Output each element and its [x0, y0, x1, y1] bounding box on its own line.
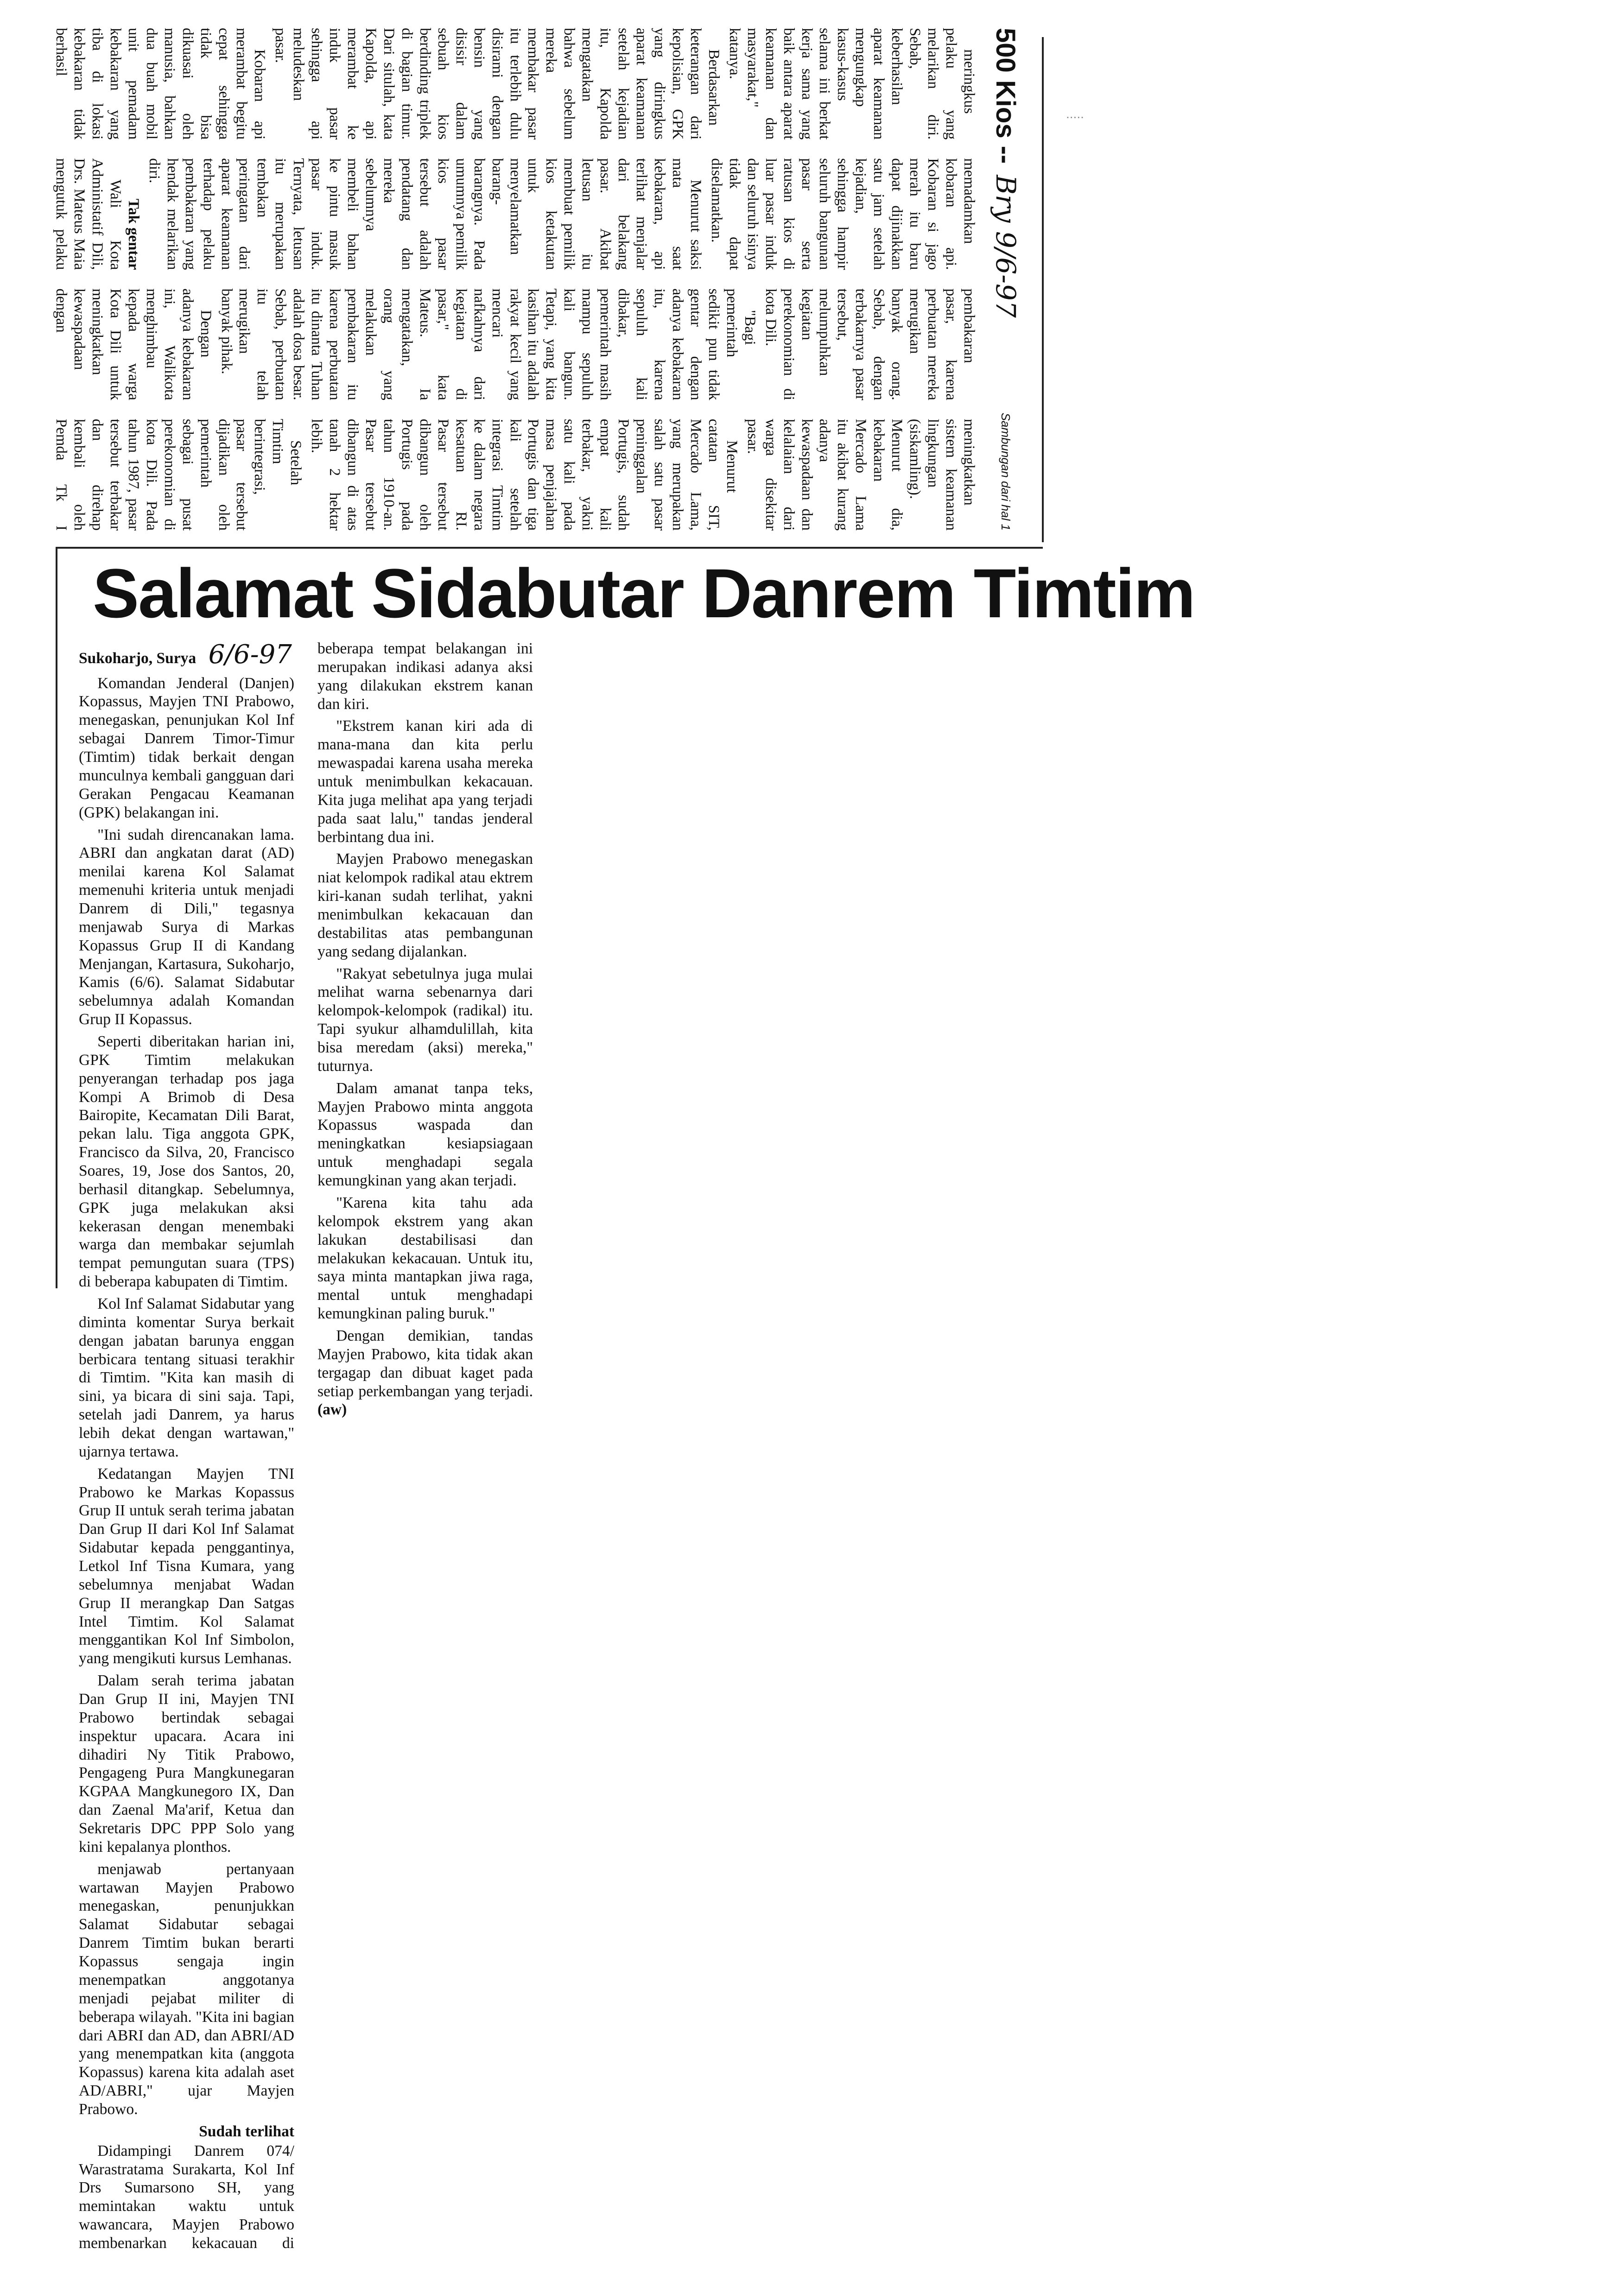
- paragraph: "Ini sudah direncanakan lama. ABRI dan angkatan darat (AD) menilai karena Kol Salamat memenuhi kriteria untuk menjadi Danrem di Dili," tegasnya menjawab Surya di Markas Kopassus Grup II di Kandang Menjangan, Kartasura, Sukoharjo, Kamis (6/6). Salamat Sidabutar sebelumnya adalah Komandan Grup II Kopassus.: [79, 826, 294, 1028]
- dateline: Sukoharjo, Surya: [79, 650, 197, 667]
- paragraph: Wali Kota Administatif Dili, Drs. Mateus Maia mengutuk pelaku pembakaran pasar, karena perbuatan mereka merugikan banyak orang. Sebab, dengan terbakarnya pasar tersebut, melumpuhkan kegiatan perekonomian di kota Dili.: [53, 158, 977, 400]
- continuation-rotated: [28, 19, 1029, 540]
- paragraph: Setelah Timtim berintegrasi, pasar tersebut dijadikan oleh pemerintah sebagai pusat perekonomian di kota Dili. Pada tahun 1987, pasar tersebut terbakar dan direhap kembali oleh Pemda Tk I: [53, 418, 304, 531]
- paragraph: "Rakyat sebetulnya juga mulai melihat warna sebenarnya dari kelompok-kelompok (radikal) itu. Tapi syukur alhamdulillah, kita bisa meredam (aksi) mereka," tuturnya.: [317, 965, 533, 1075]
- subheading: Tak gentar: [125, 198, 142, 270]
- paragraph: menjawab pertanyaan wartawan Mayjen Prabowo menegaskan, penunjukkan Salamat Sidabutar sebagai Danrem Timtim bukan berarti Kopassus sengaja ingin menempatkan anggotanya menjadi pejabat militer di beberapa wilayah. "Kita ini bagian dari ABRI dan AD, dan ABRI/AD yang menempatkan kita (anggota Kopassus) karena kita adalah aset AD/ABRI," ujar Mayjen Prabowo.: [79, 1860, 294, 2118]
- signature: (aw): [317, 1401, 347, 1419]
- paragraph-text: Dengan demikian, tandas Mayjen Prabowo, kita tidak akan tergagap dan dibuat kaget pada setiap perkembangan yang terjadi.: [317, 1327, 533, 1400]
- paragraph: Kobaran api merambat begitu cepat sehingga tidak bisa dikuasai oleh manusia, bahkan dua buah mobil unit pemadam kebakaran yang tiba di lokasi kebakaran tidak berhasil memadamkan kobaran api. Kobaran si jago merah itu baru dapat dijinakkan satu jam setelah kejadian, sehingga hampir seluruh bangunan pasar serta ratusan kios di luar pasar induk dan seluruh isinya tidak dapat diselamatkan.: [53, 28, 977, 270]
- paragraph: "Bagi pemerintah sedikit pun tidak gentar dengan adanya kebakaran itu, karena sepuluh kali dibakar, pemerintah masih mampu sepuluh kali bangun. Tetapi, yang kita kasihan itu adalah rakyat kecil yang mencari nafkahnya dari kegiatan di pasar," kata Mateus. Ia mengatakan, orang yang melakukan pembakaran itu karena perbuatan itu dinanta Tuhan adalah dosa besar. Sebab, perbuatan itu telah merugikan banyak pihak.: [218, 288, 758, 400]
- article-rule-top: [56, 547, 1043, 549]
- paragraph: "Karena kita tahu ada kelompok ekstrem yang akan lakukan destabilisasi dan melakukan kekacauan. Untuk itu, saya minta mantapkan jiwa raga, mental untuk menghadapi kemungkinan paling buruk.": [317, 1194, 533, 1323]
- dateline-line: [79, 640, 294, 671]
- paragraph: Kol Inf Salamat Sidabutar yang diminta komentar Surya berkait dengan jabatan barunya enggan berbicara tentang situasi terakhir di Timtim. "Kita kan masih di sini, ya bicara di sini saja. Tapi, setelah jadi Danrem, ya harus lebih dekat dengan wartawan," ujarnya tertawa.: [79, 1295, 294, 1460]
- continuation-clipping: [28, 19, 1029, 540]
- scan-mark: .....: [1066, 107, 1084, 121]
- subheading: Sudah terlihat: [199, 2122, 294, 2140]
- handwritten-date: Bry 9/6-97: [990, 175, 1021, 318]
- dateline-handwritten: 6/6-97: [208, 640, 292, 670]
- paragraph: [317, 1327, 533, 1419]
- headline: Salamat Sidabutar Danrem Timtim: [93, 554, 1195, 632]
- paragraph: Menurut saksi mata saat kebakaran, api terlihat menjalar dari belakang pasar. Akibat letusan itu membuat pemilik kios ketakutan untuk menyelamatkan barang-barangnya. Pada umumnya pemilik kios pasar tersebut adalah pendatang dan mereka sebelumnya membeli bahan ke pintu masuk pasar induk. Ternyata, letusan itu merupakan tembakan peringatan dari aparat keamanan terhadap pelaku pembakaran yang hendak melarikan diri.: [146, 158, 704, 270]
- paragraph: Mayjen Prabowo menegaskan niat kelompok radikal atau ektrem kiri-kanan sudah terlihat, yakni menimbulkan kekacauan dan destabilitas atas pembangunan yang sedang dijalankan.: [317, 850, 533, 960]
- paragraph: Dalam amanat tanpa teks, Mayjen Prabowo minta anggota Kopassus waspada dan meningkatkan kesiapsiagaan untuk menghadapi segala kemungkinan yang akan terjadi.: [317, 1079, 533, 1190]
- paragraph: Seperti diberitakan harian ini, GPK Timtim melakukan penyerangan terhadap pos jaga Kompi A Brimob di Desa Bairopite, Kecamatan Dili Barat, pekan lalu. Tiga anggota GPK, Francisco da Silva, 20, Francisco Soares, 19, Jose dos Santos, 20, berhasil ditangkap. Sebelumnya, GPK juga melakukan aksi kekerasan dengan menembaki warga dan membakar sejumlah tempat pemungutan suara (TPS) di beberapa kabupaten di Timtim.: [79, 1032, 294, 1291]
- clipping-rule-right: [1042, 37, 1044, 542]
- paragraph: Berdasarkan keterangan dari kepolisian, GPK yang diringkus aparat keamanan setelah kejadian itu, Kapolda mengatakan bahwa sebelum mereka membakar pasar itu terlebih dulu disirami dengan bensin yang disisir dalam sebuah kios berdinding triplek di bagian timur. Dari situlah, kata Kapolda, api merambat ke induk pasar sehingga api meludeskan pasar.: [272, 28, 722, 140]
- continuation-header: [983, 19, 1029, 540]
- paragraph: Dalam serah terima jabatan Dan Grup II ini, Mayjen TNI Prabowo bertindak sebagai inspektur upacara. Acara ini dihadiri Ny Titik Prabowo, Pengageng Pura Mangkunegaran KGPAA Mangkunegoro IX, Dan dan Zaenal Ma'arif, Ketua dan Sekretaris DPC PPP Solo yang kini kepalanya plonthos.: [79, 1672, 294, 1856]
- paragraph: Menurut catatan SIT, Mercado Lama, yang merupakan salah satu pasar peninggalan Portugis, sudah empat kali terbakar, yakni satu kali pada masa penjajahan Portugis dan tiga kali setelah integrasi Timtim ke dalam negara kesatuan RI. Pasar tersebut dibangun oleh Portugis pada tahun 1910-an. Pasar tersebut dibangun di atas tanah 2 hektar lebih.: [308, 418, 740, 531]
- paragraph: Didampingi Danrem 074/ Warastratama Surakarta, Kol Inf Drs Sumarsono SH, yang memintakan waktu untuk wawancara, Mayjen Prabowo membenarkan kekacauan di beberapa tempat belakangan ini merupakan indikasi adanya aksi yang dilakukan ekstrem kanan dan kiri.: [79, 640, 533, 2252]
- paragraph: Komandan Jenderal (Danjen) Kopassus, Mayjen TNI Prabowo, menegaskan, penunjukan Kol Inf sebagai Danrem Timor-Timur (Timtim) tidak berkait dengan munculnya kembali gangguan dari Gerakan Pengacau Keamanan (GPK) belakangan ini.: [79, 674, 294, 821]
- continuation-title: 500 Kios --: [990, 28, 1021, 164]
- article-body: [79, 640, 1010, 2261]
- continuation-body: [37, 28, 978, 531]
- continued-note: Sambungan dari hal 1: [999, 412, 1013, 531]
- paragraph: meringkus pelaku yang melarikan diri. Sebab, keberhasilan aparat keamanan mengungkap kasus-kasus selama ini berkat kerja sama yang baik antara aparat keamanan dan masyarakat," katanya.: [726, 28, 977, 140]
- article-rule-left: [56, 547, 57, 1288]
- paragraph: Dengan adanya kebakaran ini, Walikota menghimbau kepada warga Kota Dili untuk meningkatkan kewaspadaan dengan meningkatkan sistem keamanan lingkungan (siskamling). Menurut dia, kebakaran Mercado Lama itu akibat kurang adanya kewaspadaan dan kelalaian dari warga disekitar pasar.: [53, 288, 977, 531]
- paragraph: "Ekstrem kanan kiri ada di mana-mana dan kita perlu mewaspadai karena usaha mereka untuk menimbulkan kekacauan. Kita juga melihat apa yang terjadi pada saat lalu," tandas jenderal berbintang dua ini.: [317, 717, 533, 846]
- paragraph: Kedatangan Mayjen TNI Prabowo ke Markas Kopassus Grup II untuk serah terima jabatan Dan Grup II dari Kol Inf Salamat Sidabutar kepada penggantinya, Letkol Inf Tisna Kumara, yang sebelumnya menjabat Wadan Grup II merangkap Dan Satgas Intel Timtim. Kol Salamat menggantikan Kol Inf Simbolon, yang mengikuti kursus Lemhanas.: [79, 1465, 294, 1667]
